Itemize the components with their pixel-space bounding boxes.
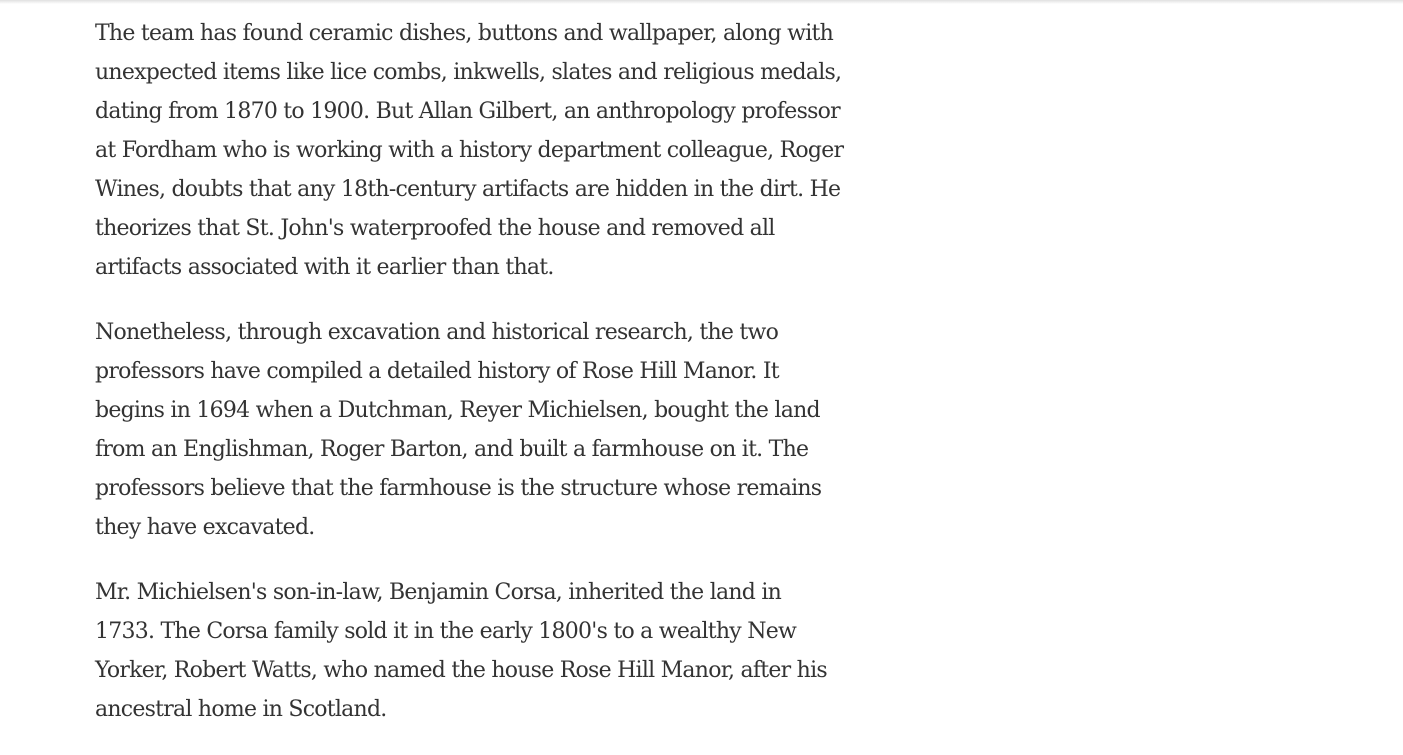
paragraph-line: The team has found ceramic dishes, buttons and wallpaper, along with (95, 21, 834, 46)
paragraph-line: dating from 1870 to 1900. But Allan Gilbert, an anthropology professor (95, 99, 840, 124)
paragraph-line: at Fordham who is working with a history department colleague, Roger (95, 138, 844, 163)
article-body (95, 14, 905, 755)
paragraph-line: Nonetheless, through excavation and historical research, the two (95, 320, 779, 345)
paragraph-line: theorizes that St. John's waterproofed the house and removed all (95, 216, 775, 241)
paragraph-2 (95, 313, 905, 547)
paragraph-line: artifacts associated with it earlier than that. (95, 255, 554, 280)
paragraph-line: unexpected items like lice combs, inkwells, slates and religious medals, (95, 60, 842, 85)
paragraph-line: 1733. The Corsa family sold it in the early 1800's to a wealthy New (95, 619, 797, 644)
paragraph-line: they have excavated. (95, 515, 315, 540)
paragraph-line: Wines, doubts that any 18th-century artifacts are hidden in the dirt. He (95, 177, 841, 202)
paragraph-line: begins in 1694 when a Dutchman, Reyer Michielsen, bought the land (95, 398, 820, 423)
paragraph-line: professors have compiled a detailed history of Rose Hill Manor. It (95, 359, 779, 384)
paragraph-line: Yorker, Robert Watts, who named the house Rose Hill Manor, after his (95, 658, 827, 683)
top-edge-shadow (0, 0, 1403, 4)
paragraph-line: from an Englishman, Roger Barton, and built a farmhouse on it. The (95, 437, 809, 462)
paragraph-3 (95, 573, 905, 729)
paragraph-line: ancestral home in Scotland. (95, 697, 387, 722)
paragraph-line: Mr. Michielsen's son-in-law, Benjamin Corsa, inherited the land in (95, 580, 782, 605)
paragraph-1 (95, 14, 905, 287)
paragraph-line: professors believe that the farmhouse is the structure whose remains (95, 476, 822, 501)
